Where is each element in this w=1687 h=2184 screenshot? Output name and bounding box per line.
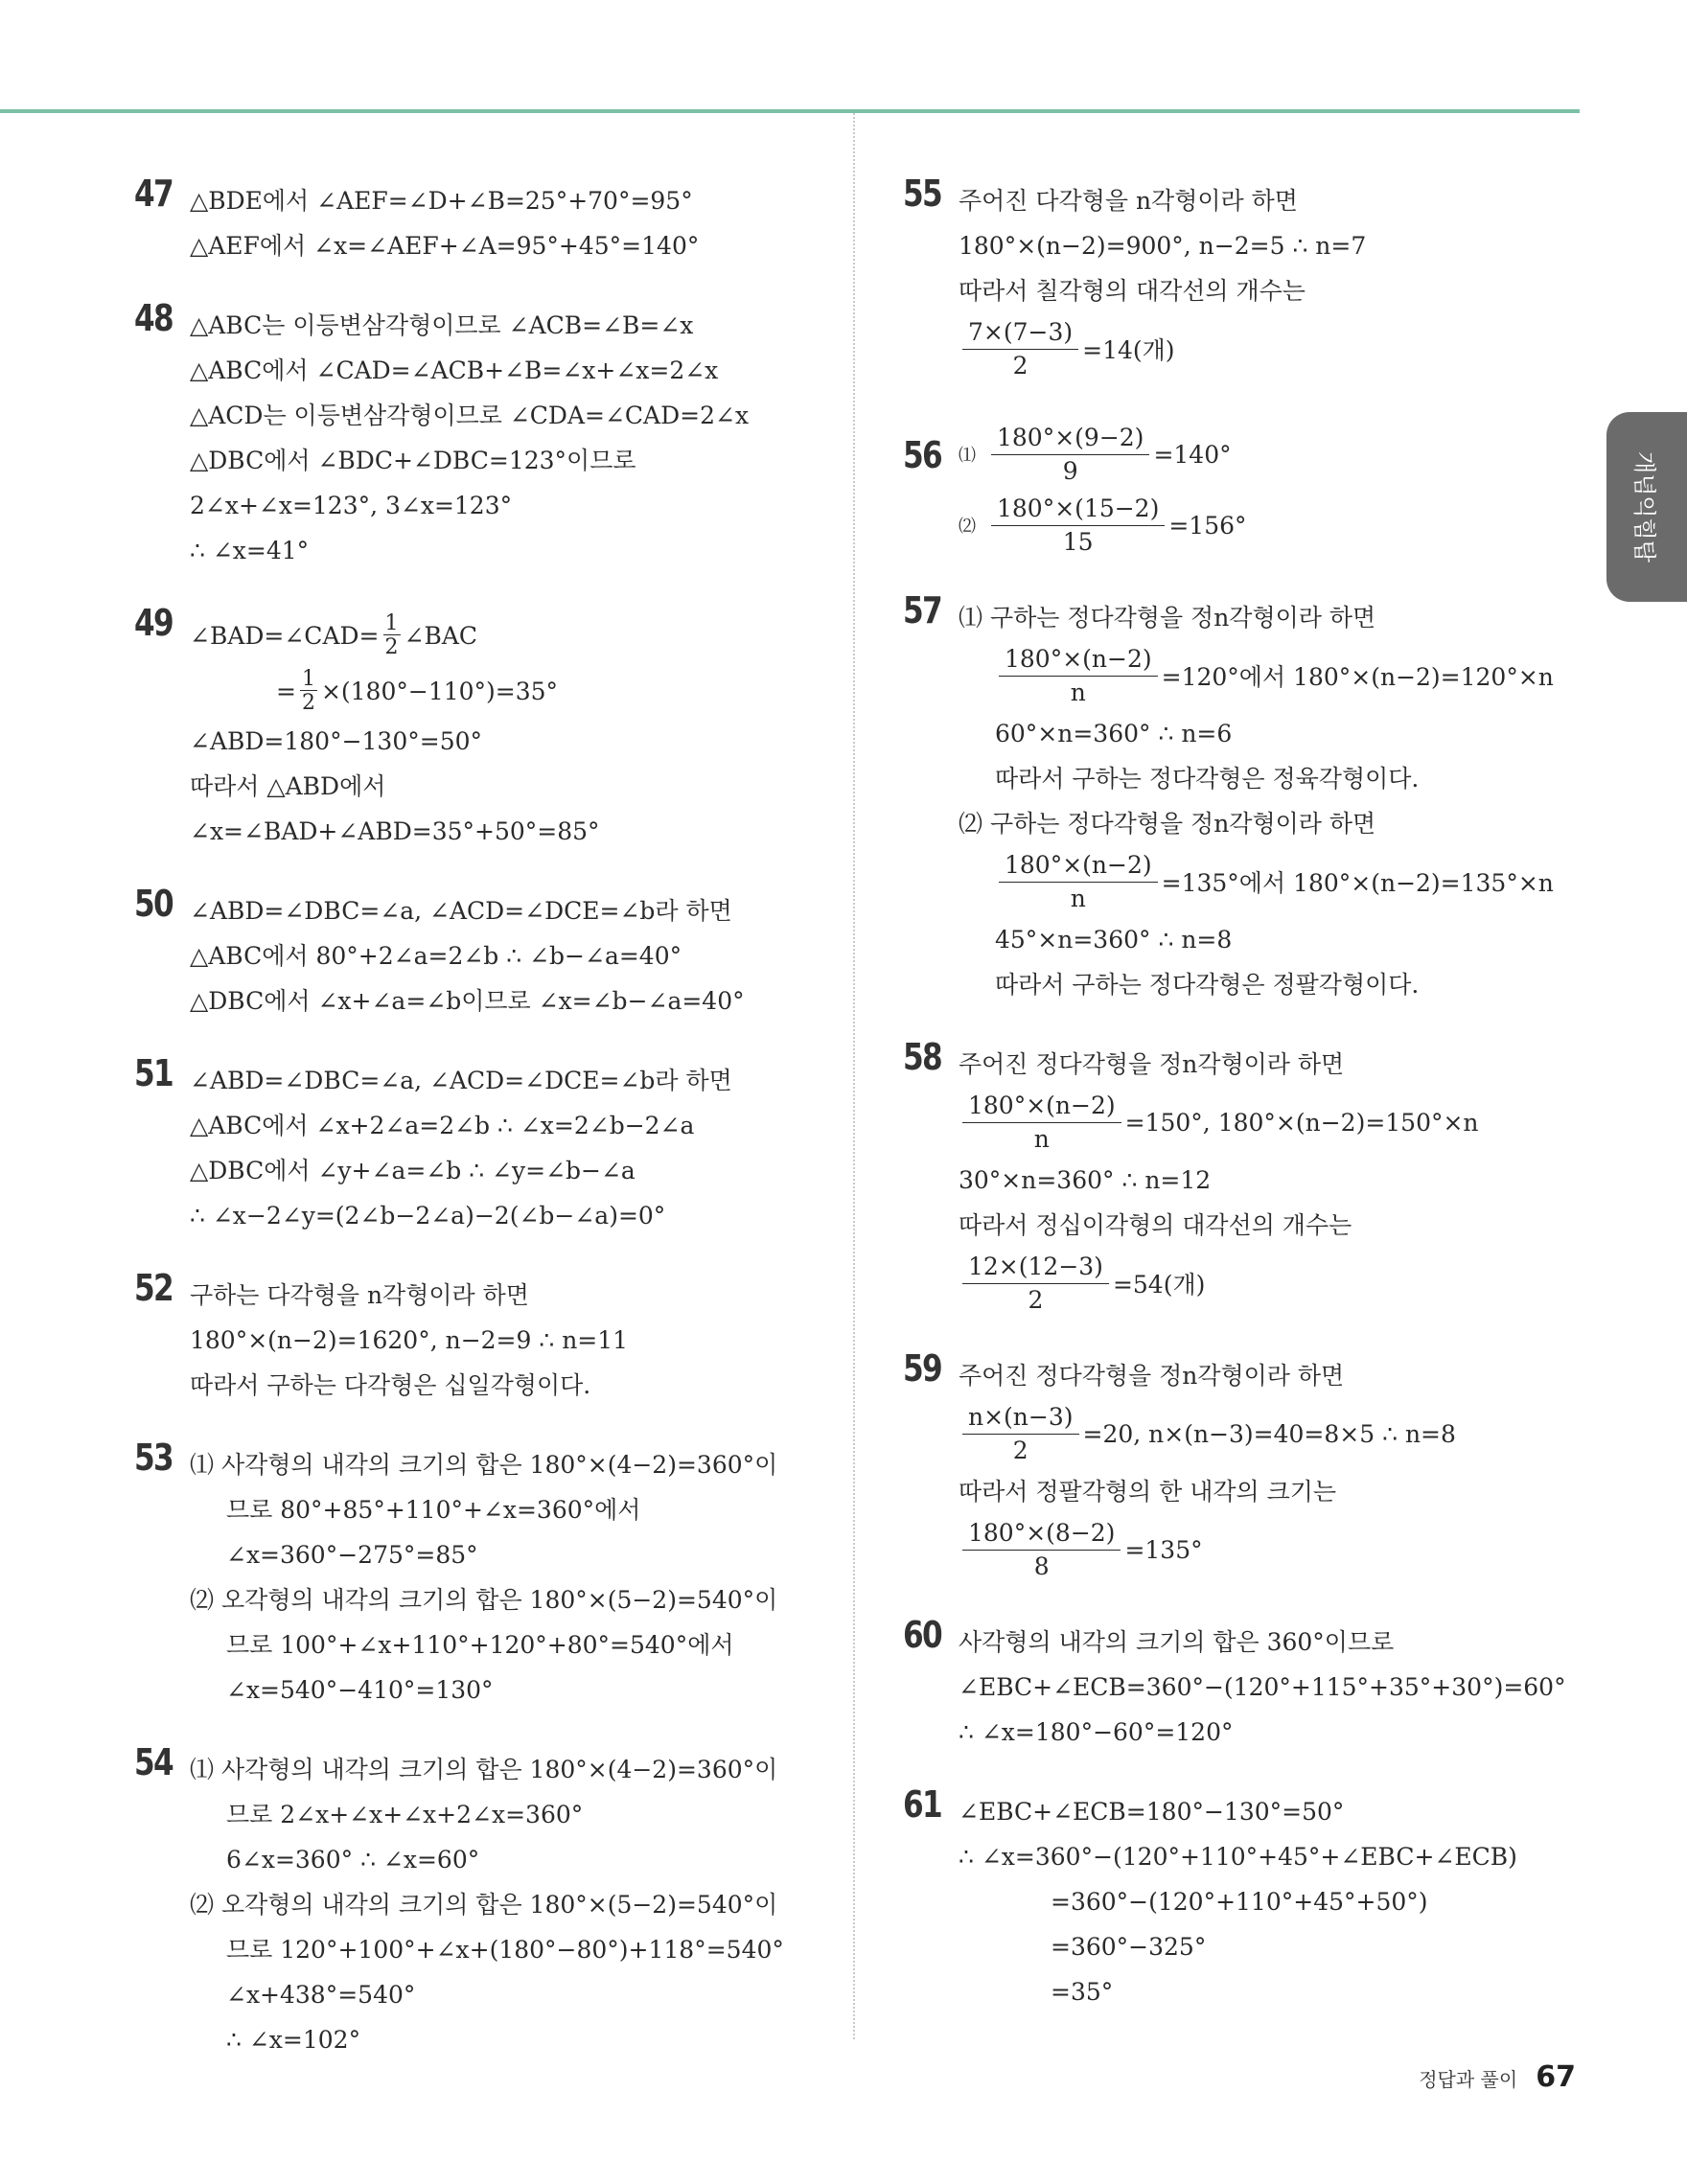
solution-line: △DBC에서 ∠x+∠a=∠b이므로 ∠x=∠b−∠a=40° — [190, 987, 745, 1015]
problem-54 — [134, 1741, 824, 2062]
denominator: n — [1070, 884, 1086, 912]
fraction — [962, 1519, 1121, 1581]
problem-50 — [134, 883, 824, 1023]
left-column — [134, 172, 824, 2097]
fraction — [999, 645, 1158, 707]
solution-line: ∠EBC+∠ECB=180°−130°=50° — [959, 1798, 1345, 1826]
solution-line: △DBC에서 ∠y+∠a=∠b ∴ ∠y=∠b−∠a — [190, 1157, 636, 1184]
problem-number: 48 — [134, 297, 173, 339]
problem-58 — [903, 1036, 1593, 1319]
solution-line: ⑴ 사각형의 내각의 크기의 합은 180°×(4−2)=360°이 — [190, 1451, 778, 1479]
solution-line — [190, 663, 824, 719]
numerator: 7×(7−3) — [962, 318, 1078, 350]
problem-53 — [134, 1437, 824, 1713]
solution-line: 따라서 정십이각형의 대각선의 개수는 — [959, 1211, 1352, 1239]
solution-line: 2∠x+∠x=123°, 3∠x=123° — [190, 492, 513, 519]
problem-number: 59 — [903, 1347, 942, 1390]
right-column — [903, 172, 1593, 2049]
denominator: 8 — [1033, 1552, 1050, 1580]
problem-60 — [903, 1614, 1593, 1755]
solution-line: 따라서 정팔각형의 한 내각의 크기는 — [959, 1478, 1337, 1506]
expr-text: =135° — [1124, 1535, 1203, 1564]
solution-line: ∴ ∠x−2∠y=(2∠b−2∠a)−2(∠b−∠a)=0° — [190, 1202, 666, 1230]
solution-line: 따라서 구하는 정다각형은 정육각형이다. — [995, 765, 1420, 793]
fraction — [962, 1253, 1109, 1315]
solution-line: △ACD는 이등변삼각형이므로 ∠CDA=∠CAD=2∠x — [190, 402, 750, 429]
subproblem-marker: ⑵ — [959, 517, 976, 537]
problem-number: 55 — [903, 172, 942, 215]
solution-line: ⑵ 오각형의 내각의 크기의 합은 180°×(5−2)=540°이 — [190, 1586, 778, 1614]
denominator: 2 — [1028, 1285, 1044, 1314]
expr-text: =14(개) — [1082, 336, 1175, 364]
solution-line: 므로 120°+100°+∠x+(180°−80°)+118°=540° — [226, 1936, 784, 1964]
solution-line: ⑵ 오각형의 내각의 크기의 합은 180°×(5−2)=540°이 — [190, 1891, 778, 1919]
page-footer — [1419, 2060, 1576, 2094]
solution-line: 따라서 구하는 다각형은 십일각형이다. — [190, 1371, 591, 1399]
expr-text: ∠BAC — [404, 621, 478, 650]
solution-line: ⑴ 사각형의 내각의 크기의 합은 180°×(4−2)=360°이 — [190, 1756, 778, 1783]
solution-line: 사각형의 내각의 크기의 합은 360°이므로 — [959, 1628, 1395, 1656]
numerator: 180°×(9−2) — [991, 424, 1149, 455]
problem-number: 58 — [903, 1036, 942, 1078]
problem-number: 50 — [134, 883, 173, 925]
solution-line — [959, 419, 1593, 490]
solution-line: △AEF에서 ∠x=∠AEF+∠A=95°+45°=140° — [190, 232, 700, 260]
problem-59 — [903, 1347, 1593, 1585]
solution-line: △ABC에서 80°+2∠a=2∠b ∴ ∠b−∠a=40° — [190, 942, 682, 970]
solution-line: 므로 100°+∠x+110°+120°+80°=540°에서 — [226, 1631, 734, 1659]
solution-line — [959, 1248, 1593, 1319]
solution-line — [190, 608, 824, 663]
solution-line: △ABC에서 ∠CAD=∠ACB+∠B=∠x+∠x=2∠x — [190, 356, 719, 384]
solution-line: 따라서 구하는 정다각형은 정팔각형이다. — [995, 971, 1420, 999]
solution-line: 므로 2∠x+∠x+∠x+2∠x=360° — [226, 1801, 584, 1828]
denominator: n — [1070, 678, 1086, 706]
solution-line: ∠EBC+∠ECB=360°−(120°+115°+35°+30°)=60° — [959, 1673, 1566, 1701]
expr-text: =156° — [1168, 511, 1247, 540]
solution-line: △BDE에서 ∠AEF=∠D+∠B=25°+70°=95° — [190, 187, 693, 215]
expr-text: =140° — [1153, 440, 1232, 469]
solution-line: =360°−(120°+110°+45°+50°) — [1051, 1888, 1428, 1916]
solution-line: 45°×n=360° ∴ n=8 — [995, 926, 1233, 954]
fraction — [991, 494, 1165, 557]
numerator: 180°×(n−2) — [999, 645, 1158, 677]
problem-number: 56 — [903, 434, 942, 476]
solution-line — [959, 846, 1593, 917]
solution-line: =360°−325° — [1051, 1933, 1207, 1961]
solution-line — [959, 1087, 1593, 1158]
solution-line — [959, 490, 1593, 561]
problem-55 — [903, 172, 1593, 384]
solution-line: ∠x=360°−275°=85° — [226, 1541, 478, 1569]
problem-61 — [903, 1783, 1593, 2014]
solution-line: ∠x+438°=540° — [226, 1981, 416, 2009]
solution-line: 주어진 다각형을 n각형이라 하면 — [959, 187, 1298, 215]
problem-number: 54 — [134, 1741, 173, 1783]
numerator: 180°×(15−2) — [991, 494, 1165, 526]
footer-label: 정답과 풀이 — [1419, 2068, 1518, 2091]
solution-line: ∠ABD=∠DBC=∠a, ∠ACD=∠DCE=∠b라 하면 — [190, 1067, 732, 1094]
solution-line: 6∠x=360° ∴ ∠x=60° — [226, 1846, 480, 1874]
expr-text: =150°, 180°×(n−2)=150°×n — [1124, 1108, 1479, 1137]
problem-number: 49 — [134, 602, 173, 644]
problem-51 — [134, 1052, 824, 1238]
expr-text: =135°에서 180°×(n−2)=135°×n — [1161, 869, 1554, 897]
expr-text: =20, n×(n−3)=40=8×5 ∴ n=8 — [1082, 1419, 1456, 1448]
solution-line — [959, 1514, 1593, 1585]
fraction — [962, 1403, 1079, 1465]
solution-line: 30°×n=360° ∴ n=12 — [959, 1166, 1212, 1194]
solution-line — [959, 313, 1593, 384]
fraction — [999, 851, 1158, 913]
solution-line: ∴ ∠x=102° — [226, 2026, 361, 2054]
solution-line: 180°×(n−2)=1620°, n−2=9 ∴ n=11 — [190, 1326, 629, 1354]
problem-52 — [134, 1267, 824, 1408]
problem-48 — [134, 297, 824, 573]
problem-number: 57 — [903, 589, 942, 632]
problem-number: 51 — [134, 1052, 173, 1094]
numerator: 1 — [301, 666, 315, 691]
denominator: 2 — [1012, 1436, 1028, 1464]
side-tab-label: 개념익힘탑 — [1630, 451, 1658, 563]
solution-line: △ABC는 이등변삼각형이므로 ∠ACB=∠B=∠x — [190, 311, 694, 339]
expr-text: = — [276, 677, 296, 705]
numerator: 180°×(n−2) — [999, 851, 1158, 883]
numerator: 180°×(8−2) — [962, 1519, 1121, 1551]
numerator: 180°×(n−2) — [962, 1092, 1121, 1123]
denominator: 2 — [1012, 351, 1028, 379]
solution-line — [959, 1398, 1593, 1469]
top-rule — [0, 109, 1580, 113]
denominator: 2 — [384, 634, 399, 659]
solution-line: ⑴ 구하는 정다각형을 정n각형이라 하면 — [959, 604, 1376, 632]
expr-text: =120°에서 180°×(n−2)=120°×n — [1161, 663, 1554, 691]
expr-text: =54(개) — [1112, 1271, 1206, 1299]
solution-line: ⑵ 구하는 정다각형을 정n각형이라 하면 — [959, 810, 1376, 838]
problem-number: 52 — [134, 1267, 173, 1309]
page-number: 67 — [1536, 2060, 1576, 2094]
solution-line: 주어진 정다각형을 정n각형이라 하면 — [959, 1362, 1345, 1390]
solution-line: 구하는 다각형을 n각형이라 하면 — [190, 1281, 529, 1309]
fraction — [962, 318, 1078, 380]
solution-line: 60°×n=360° ∴ n=6 — [995, 720, 1233, 747]
numerator: 1 — [384, 610, 399, 635]
problem-number: 53 — [134, 1437, 173, 1479]
fraction — [991, 424, 1149, 486]
problem-number: 60 — [903, 1614, 942, 1656]
fraction — [383, 610, 401, 659]
denominator: 2 — [301, 690, 315, 715]
denominator: n — [1033, 1124, 1050, 1153]
subproblem-marker: ⑴ — [959, 446, 976, 466]
problem-number: 61 — [903, 1783, 942, 1826]
solution-line: △ABC에서 ∠x+2∠a=2∠b ∴ ∠x=2∠b−2∠a — [190, 1112, 695, 1139]
solution-line: ∴ ∠x=180°−60°=120° — [959, 1718, 1234, 1746]
numerator: n×(n−3) — [962, 1403, 1079, 1435]
solution-line: =35° — [1051, 1978, 1114, 2006]
side-tab — [1606, 412, 1687, 602]
expr-text: ×(180°−110°)=35° — [320, 677, 559, 705]
expr-text: ∠BAD=∠CAD= — [190, 621, 380, 650]
problem-56 — [903, 419, 1593, 561]
solution-line — [959, 640, 1593, 711]
solution-line: △DBC에서 ∠BDC+∠DBC=123°이므로 — [190, 447, 636, 474]
column-divider — [853, 113, 855, 2039]
solution-line: 주어진 정다각형을 정n각형이라 하면 — [959, 1050, 1345, 1078]
numerator: 12×(12−3) — [962, 1253, 1109, 1284]
solution-line: ∠x=540°−410°=130° — [226, 1676, 494, 1704]
problem-49 — [134, 602, 824, 854]
denominator: 9 — [1062, 456, 1078, 485]
solution-line: 180°×(n−2)=900°, n−2=5 ∴ n=7 — [959, 232, 1367, 260]
solution-line: 따라서 △ABD에서 — [190, 772, 386, 800]
solution-line: ∠x=∠BAD+∠ABD=35°+50°=85° — [190, 817, 600, 845]
solution-line: ∴ ∠x=360°−(120°+110°+45°+∠EBC+∠ECB) — [959, 1843, 1517, 1871]
solution-line: ∠ABD=∠DBC=∠a, ∠ACD=∠DCE=∠b라 하면 — [190, 897, 732, 925]
problem-47 — [134, 172, 824, 268]
denominator: 15 — [1062, 527, 1094, 556]
problem-number: 47 — [134, 172, 173, 215]
fraction — [962, 1092, 1121, 1154]
solution-line: ∴ ∠x=41° — [190, 537, 310, 564]
solution-line: 따라서 칠각형의 대각선의 개수는 — [959, 277, 1306, 305]
problem-57 — [903, 589, 1593, 1007]
solution-line: 므로 80°+85°+110°+∠x=360°에서 — [226, 1496, 641, 1524]
fraction — [300, 666, 317, 715]
solution-line: ∠ABD=180°−130°=50° — [190, 727, 483, 755]
